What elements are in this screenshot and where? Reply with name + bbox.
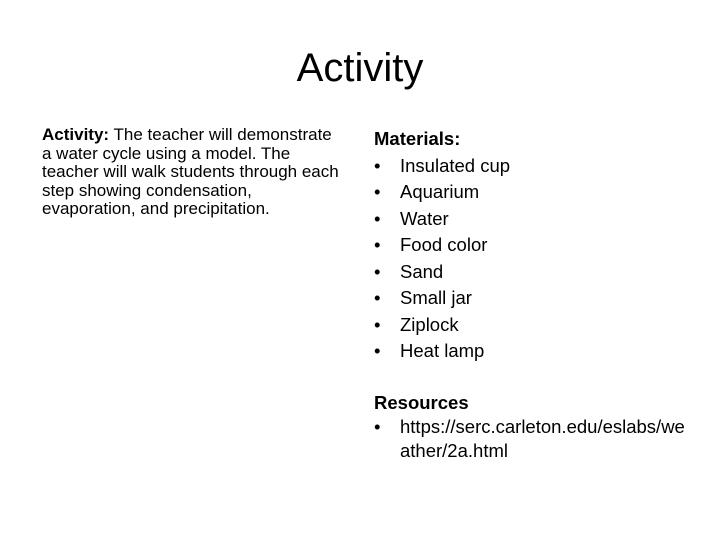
right-column [374,126,694,463]
resources-list [374,415,694,463]
slide-title: Activity [296,46,424,90]
activity-text-block [42,126,342,219]
materials-list-item: • Small jar [374,285,694,312]
materials-list-item: • Insulated cup [374,153,694,180]
materials-list-item: • Heat lamp [374,338,694,365]
materials-list-item: • Ziplock [374,312,694,339]
materials-list [374,153,694,365]
materials-list-item: • Food color [374,232,694,259]
materials-heading: Materials: [374,128,461,149]
activity-label: Activity: [42,125,110,144]
resources-heading: Resources [374,391,469,413]
materials-list-item: • Aquarium [374,179,694,206]
materials-list-item: • Sand [374,259,694,286]
resources-section [374,391,694,463]
materials-list-item: • Water [374,206,694,233]
resource-link[interactable]: • https://serc.carleton.edu/eslabs/weather/2a.html [374,415,694,463]
activity-description: The teacher will demonstrate a water cycle using a model. The teacher will walk students through each step showing condensation, evaporation, and precipitation. [42,125,339,218]
